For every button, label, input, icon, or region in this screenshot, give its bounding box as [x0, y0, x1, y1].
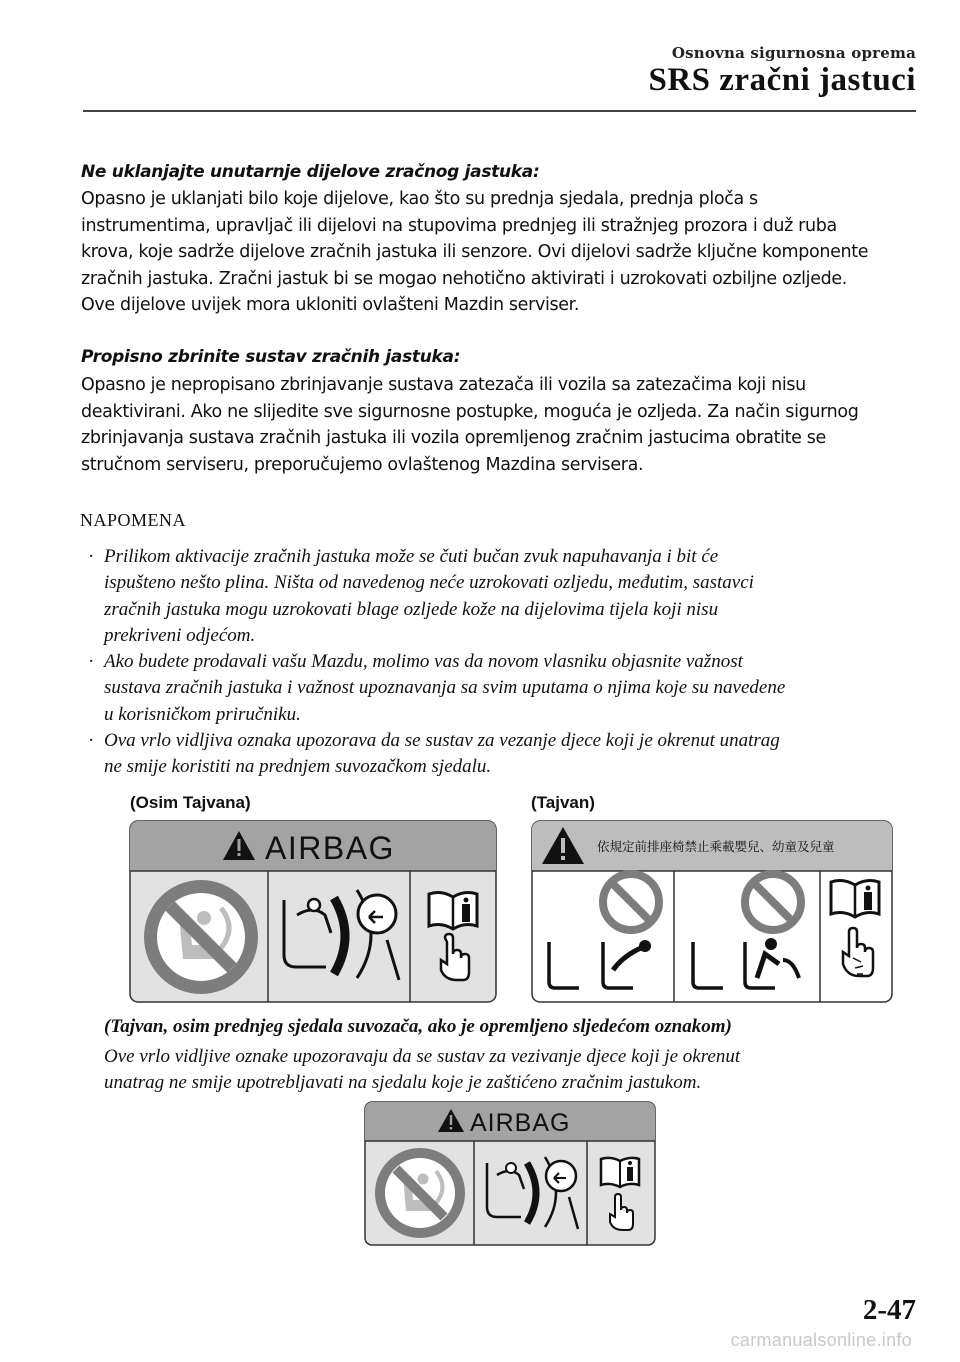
label-except-taiwan: (Osim Tajvana): [130, 793, 251, 812]
text-line: zbrinjavanja sustava zračnih jastuka ili vozila opremljenog zračnim jastucima obratite se: [81, 428, 826, 448]
taiwan-banner-text: 依規定前排座椅禁止乘載嬰兒、幼童及兒童: [597, 840, 835, 854]
prohibition-icon: [144, 880, 258, 994]
header-divider: [83, 110, 916, 112]
text-line: Prilikom aktivacije zračnih jastuka može se čuti bučan zvuk napuhavanja i bit će: [104, 546, 719, 567]
taiwan-section-text: [104, 1044, 924, 1096]
text-line: ispušteno nešto plina. Ništa od navedenog neće uzrokovati ozljedu, međutim, sastavci: [104, 572, 754, 594]
page-number: 2-47: [862, 1294, 916, 1326]
watermark: carmanualsonline.info: [730, 1330, 912, 1350]
page-title: SRS zračni jastuci: [648, 62, 916, 98]
warning-text-remove-parts: [81, 186, 921, 319]
bullet-marker: ·: [88, 730, 95, 752]
text-line: u korisničkom priručniku.: [104, 703, 301, 725]
text-line: prekriveni odjećom.: [104, 624, 256, 646]
manual-book-icon: [429, 893, 477, 929]
airbag-warning-label-figure: [129, 820, 497, 1003]
manual-book-icon: [831, 881, 879, 917]
text-line: zračnih jastuka mogu uzrokovati blage ozljede kože na dijelovima tijela koji nisu: [104, 598, 719, 620]
text-line: sustava zračnih jastuka i važnost upoznavanja sa svim uputama o njima koje su navedene: [104, 677, 786, 699]
taiwan-warning-label-figure: [531, 820, 893, 1003]
section-header: Osnovna sigurnosna oprema: [671, 44, 916, 62]
warning-heading-remove-parts: Ne uklanjajte unutarnje dijelove zračnog jastuka:: [81, 162, 540, 182]
text-line: krova, koje sadrže dijelove zračnih jastuka ili senzore. Ovi dijelovi sadrže ključne komponente: [81, 242, 869, 262]
text-line: Opasno je uklanjati bilo koje dijelove, kao što su prednja sjedala, prednja ploča s: [81, 189, 758, 209]
prohibition-icon: [375, 1148, 465, 1238]
text-line: Ova vrlo vidljiva oznaka upozorava da se sustav za vezanje djece koji je okrenut unatrag: [104, 730, 780, 752]
text-line: Ove vrlo vidljive oznake upozoravaju da se sustav za vezivanje djece koji je okrenut: [104, 1046, 741, 1067]
text-line: instrumentima, upravljač ili dijelovi na stupovima prednjeg ili stražnjeg prozora i duž ruba: [81, 215, 837, 236]
warning-text-disposal: [81, 372, 921, 478]
airbag-warning-label-taiwan-figure: [364, 1101, 656, 1246]
text-line: Ove dijelove uvijek mora ukloniti ovlašteni Mazdin serviser.: [81, 295, 580, 315]
airbag-banner-text: AIRBAG: [265, 830, 395, 866]
note-list: [88, 544, 923, 781]
text-line: Opasno je nepropisano zbrinjavanje sustava zatezača ili vozila sa zatezačima koji nisu: [81, 375, 806, 395]
list-item: [88, 544, 923, 649]
warning-heading-disposal: Propisno zbrinite sustav zračnih jastuka:: [81, 347, 461, 367]
text-line: deaktivirani. Ako ne slijedite sve sigurnosne postupke, moguća je ozljeda. Za način sigurnog: [81, 401, 859, 422]
list-item: [88, 649, 923, 728]
text-line: stručnom serviseru, preporučujemo ovlaštenog Mazdina servisera.: [81, 454, 644, 475]
text-line: Ako budete prodavali vašu Mazdu, molimo vas da novom vlasniku objasnite važnost: [104, 651, 743, 673]
bullet-marker: ·: [88, 546, 95, 567]
text-line: ne smije koristiti na prednjem suvozačkom sjedalu.: [104, 756, 492, 778]
airbag-banner-text: AIRBAG: [470, 1109, 571, 1137]
text-line: unatrag ne smije upotrebljavati na sjedalu koje je zaštićeno zračnim jastukom.: [104, 1072, 702, 1093]
taiwan-section-heading: (Tajvan, osim prednjeg sjedala suvozača, ako je opremljeno sljedećom oznakom): [104, 1016, 732, 1037]
label-taiwan: (Tajvan): [531, 793, 595, 812]
text-line: zračnih jastuka. Zračni jastuk bi se mogao nehotično aktivirati i uzrokovati ozbiljne ozljede.: [81, 268, 847, 289]
manual-book-icon: [601, 1158, 639, 1187]
bullet-marker: ·: [88, 651, 95, 673]
list-item: [88, 728, 923, 781]
note-heading: NAPOMENA: [80, 510, 187, 530]
